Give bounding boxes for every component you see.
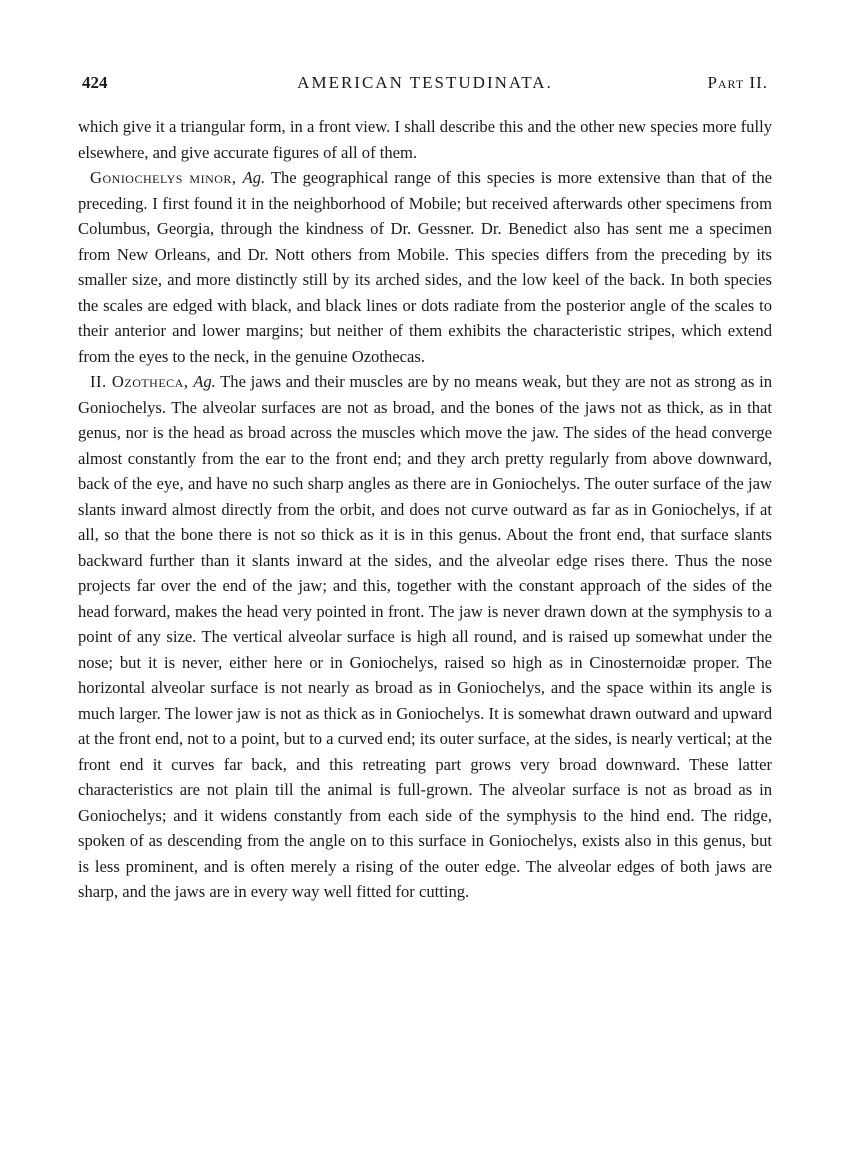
genus-heading: II. Ozotheca,: [90, 372, 189, 391]
book-page: [78, 68, 772, 905]
running-title: AMERICAN TESTUDINATA.: [297, 73, 553, 92]
paragraph-text: The jaws and their muscles are by no means weak, but they are not as strong as in Goniochelys. The alveolar surfaces are not as broad, and the bones of the jaws not as thick, as in that genus, nor is the head as broad across the muscles which move the jaw. The sides of the head converge almost constantly from the ear to the front end; and they arch pretty regularly from above downward, back of the eye, and have no such sharp angles as there are in Goniochelys. The outer surface of the jaw slants inward almost directly from the orbit, and does not curve outward as far as in Goniochelys, if at all, so that the bone there is not so thick as it is in this genus. About the front end, that surface slants backward further than it slants inward at the sides, and the alveolar edge rises there. Thus the nose projects far over the end of the jaw; and this, together with the constant approach of the sides of the head forward, makes the head very pointed in front. The jaw is never drawn down at the symphysis to a point of any size. The vertical alveolar surface is high all round, and is raised up somewhat under the nose; but it is never, either here or in Goniochelys, raised so high as in Cinosternoidæ proper. The horizontal alveolar surface is not nearly as broad as in Goniochelys, and the space within its angle is much larger. The lower jaw is not as thick as in Goniochelys. It is somewhat drawn outward and upward at the front end, not to a point, but to a curved end; its outer surface, at the sides, is nearly vertical; at the front end it curves far back, and this retreating part grows very broad downward. These latter characteristics are not plain till the animal is full-grown. The alveolar surface is not as broad as in Goniochelys; and it widens constantly from each side of the symphysis to the hind end. The ridge, spoken of as descending from the angle on to this surface in Goniochelys, exists also in this genus, but is less prominent, and is often merely a rising of the outer edge. The alveolar edges of both jaws are sharp, and the jaws are in every way well fitted for cutting.: [78, 372, 772, 901]
species-author: Ag.: [242, 168, 266, 187]
paragraph-goniochelys-minor: [78, 165, 772, 369]
body-text: [78, 114, 772, 905]
paragraph-continuation: [78, 114, 772, 165]
genus-author: Ag.: [193, 372, 216, 391]
species-heading: Goniochelys minor,: [90, 168, 237, 187]
paragraph-ozotheca: [78, 369, 772, 905]
running-head: [78, 68, 772, 98]
paragraph-text: which give it a triangular form, in a front view. I shall describe this and the other new species more fully elsewhere, and give accurate figures of all of them.: [78, 117, 772, 162]
paragraph-text: The geographical range of this species is more extensive than that of the preceding. I first found it in the neighborhood of Mobile; but received afterwards other specimens from Columbus, Georgia, through the kindness of Dr. Gessner. Dr. Benedict also has sent me a specimen from New Orleans, and Dr. Nott others from Mobile. This species differs from the preceding by its smaller size, and more distinctly still by its arched sides, and the low keel of the back. In both species the scales are edged with black, and black lines or dots radiate from the posterior angle of the scales to their anterior and lower margins; but neither of them exhibits the characteristic stripes, which extend from the eyes to the neck, in the genuine Ozothecas.: [78, 168, 772, 366]
part-label: Part II.: [707, 73, 768, 92]
page-number: 424: [82, 73, 108, 92]
